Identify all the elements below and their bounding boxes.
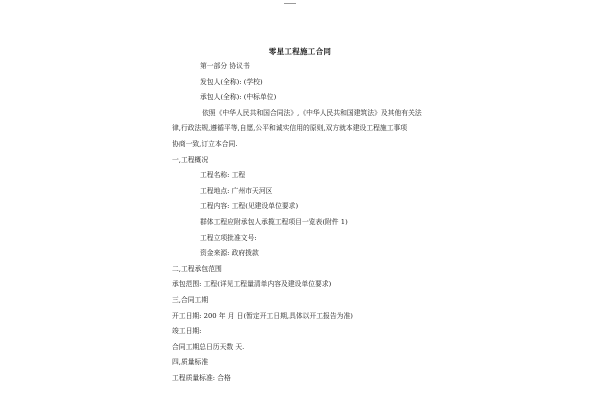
document-title: 零星工程施工合同 bbox=[268, 47, 332, 56]
preamble-line-3: 协商一致,订立本合同. bbox=[172, 140, 238, 148]
total-days-line: 合同工期总日历天数 天. bbox=[172, 342, 245, 351]
section-heading-agreement: 第一部分 协议书 bbox=[200, 62, 250, 70]
project-location-line: 工程地点: 广州市天河区 bbox=[200, 186, 273, 195]
preamble-line-1: 依照《中华人民共和国合同法》,《中华人民共和国建筑法》及其他有关法 bbox=[202, 108, 422, 117]
section-heading-period: 三,合同工期 bbox=[172, 296, 209, 304]
section-heading-scope: 二,工程承包范围 bbox=[172, 264, 222, 273]
start-date-line: 开工日期: 200 年 月 日(暂定开工日期,具体以开工报告为准) bbox=[172, 311, 353, 320]
scope-line: 承包范围: 工程(详见工程量清单内容及建设单位要求) bbox=[172, 280, 332, 289]
group-project-line: 群体工程应附承包人承揽工程项目一览表(附件 1) bbox=[200, 218, 348, 226]
section-heading-overview: 一,工程概况 bbox=[172, 155, 209, 164]
section-heading-quality: 四,质量标准 bbox=[172, 358, 209, 367]
funding-source-line: 资金来源: 政府拨款 bbox=[200, 249, 259, 258]
preamble-line-2: 律,行政法规,遵循平等,自愿,公平和诚实信用的原则,双方就本建设工程施工事项 bbox=[172, 124, 408, 133]
scan-mark bbox=[284, 3, 296, 4]
approval-number-line: 工程立项批准文号: bbox=[200, 233, 257, 242]
quality-standard-line: 工程质量标准: 合格 bbox=[172, 374, 231, 382]
project-content-line: 工程内容: 工程(见建设单位要求) bbox=[200, 202, 299, 211]
project-name-line: 工程名称: 工程 bbox=[200, 171, 246, 180]
contractor-line: 承包人(全称): (中标单位) bbox=[200, 93, 277, 102]
completion-date-line: 竣工日期: bbox=[172, 327, 202, 336]
employer-line: 发包人(全称): (学校) bbox=[200, 77, 263, 86]
